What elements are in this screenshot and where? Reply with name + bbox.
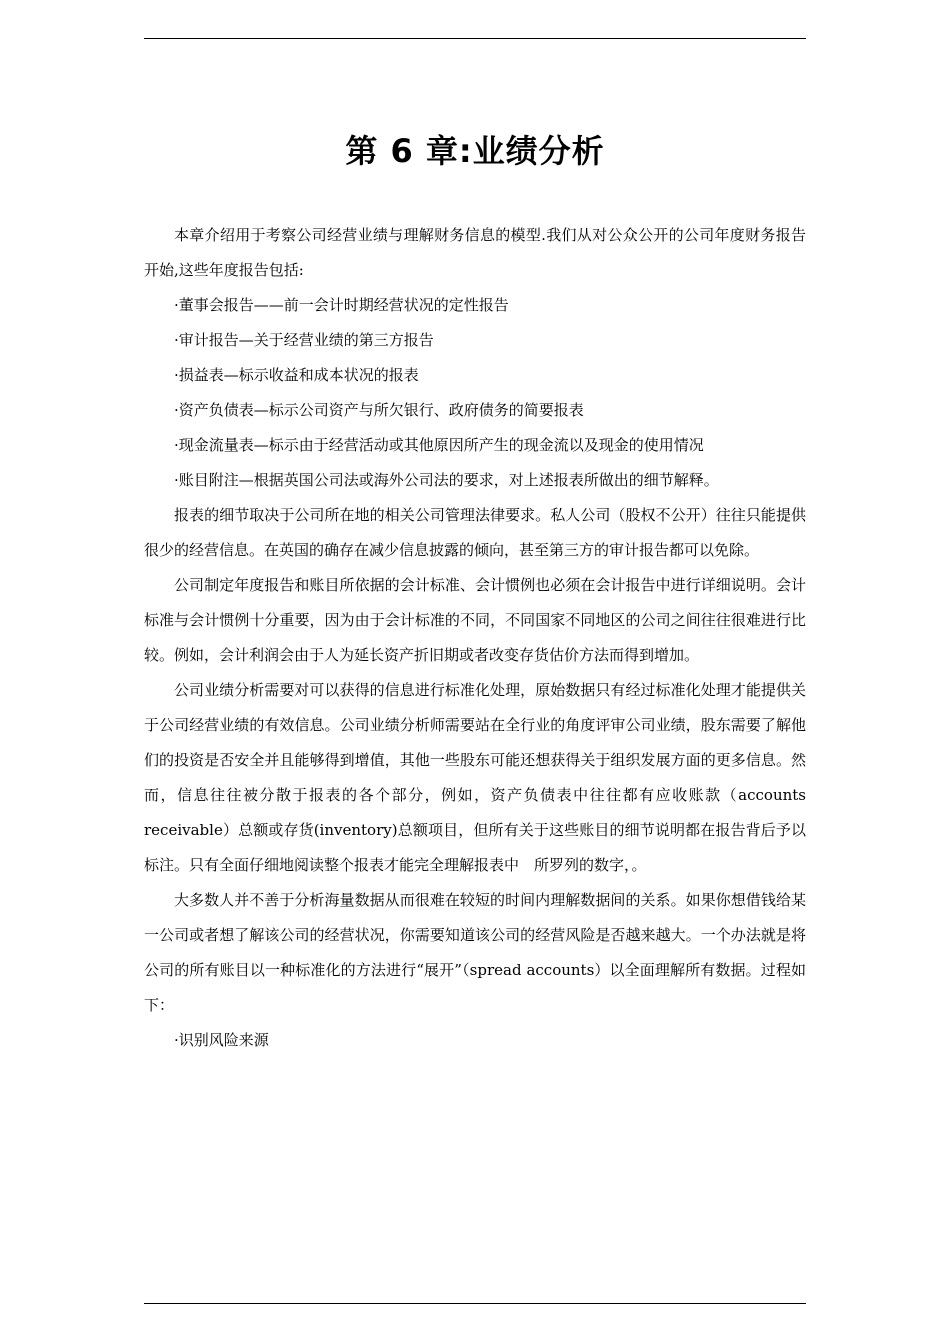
body-text xyxy=(144,218,806,1058)
footer-rule xyxy=(144,1303,806,1304)
list-item: ·董事会报告——前一会计时期经营状况的定性报告 xyxy=(174,296,509,314)
list-item: ·识别风险来源 xyxy=(174,1031,269,1049)
paragraph: 公司制定年度报告和账目所依据的会计标准、会计惯例也必须在会计报告中进行详细说明。会计标准与会计惯例十分重要，因为由于会计标准的不同，不同国家不同地区的公司之间往往很难进行比较。例如，会计利润会由于人为延长资产折旧期或者改变存货估价方法而得到增加。 xyxy=(144,576,806,664)
list-item: ·损益表—标示收益和成本状况的报表 xyxy=(174,366,419,384)
list-item: ·账目附注—根据英国公司法或海外公司法的要求，对上述报表所做出的细节解释。 xyxy=(174,471,719,489)
chapter-title: 第 6 章:业绩分析 xyxy=(345,132,605,170)
list-item: ·审计报告—关于经营业绩的第三方报告 xyxy=(174,331,434,349)
list-item: ·资产负债表—标示公司资产与所欠银行、政府债务的简要报表 xyxy=(174,401,584,419)
header-rule xyxy=(144,38,806,39)
paragraph: 大多数人并不善于分析海量数据从而很难在较短的时间内理解数据间的关系。如果你想借钱给某一公司或者想了解该公司的经营状况，你需要知道该公司的经营风险是否越来越大。一个办法就是将公司的所有账目以一种标准化的方法进行“展开”（spread accounts）以全面理解所有数据。过程如下： xyxy=(144,891,806,1014)
intro-paragraph: 本章介绍用于考察公司经营业绩与理解财务信息的模型.我们从对公众公开的公司年度财务报告开始,这些年度报告包括: xyxy=(144,226,806,279)
paragraph: 报表的细节取决于公司所在地的相关公司管理法律要求。私人公司（股权不公开）往往只能提供很少的经营信息。在英国的确存在减少信息披露的倾向，甚至第三方的审计报告都可以免除。 xyxy=(144,506,806,559)
paragraph: 公司业绩分析需要对可以获得的信息进行标准化处理，原始数据只有经过标准化处理才能提供关于公司经营业绩的有效信息。公司业绩分析师需要站在全行业的角度评审公司业绩，股东需要了解他们的投资是否安全并且能够得到增值，其他一些股东可能还想获得关于组织发展方面的更多信息。然而，信息往往被分散于报表的各个部分，例如，资产负债表中往往都有应收账款（accounts receivable）总额或存货(inventory)总额项目，但所有关于这些账目的细节说明都在报告背后予以标注。只有全面仔细地阅读整个报表才能完全理解报表中 所罗列的数字，。 xyxy=(144,681,806,874)
list-item: ·现金流量表—标示由于经营活动或其他原因所产生的现金流以及现金的使用情况 xyxy=(174,436,704,454)
